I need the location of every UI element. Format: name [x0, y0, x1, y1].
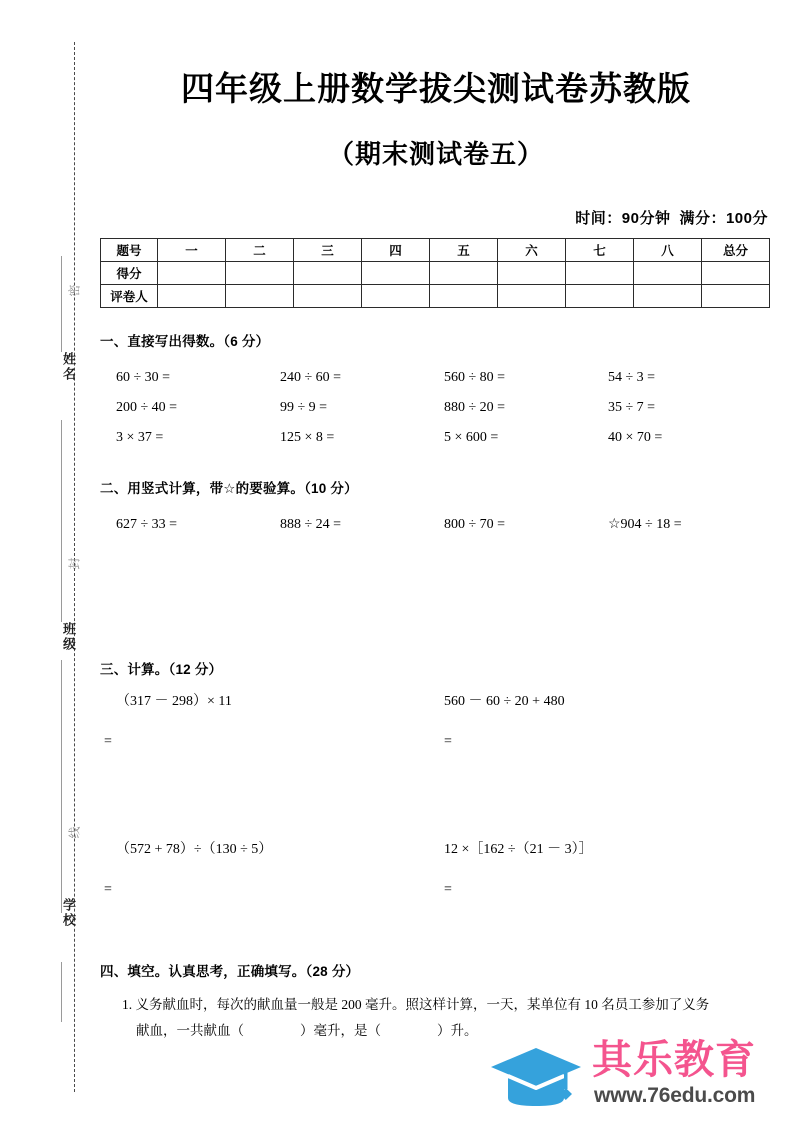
problem-item: 240 ÷ 60 = [280, 369, 342, 385]
question-1-text-c: ）升。 [437, 1022, 478, 1038]
col-header-1: 一 [158, 238, 226, 261]
problem-item: 40 × 70 = [608, 429, 663, 445]
problem-item: 35 ÷ 7 = [608, 399, 656, 415]
section-two [100, 477, 772, 540]
calc-expression: （317 － 298）× 11 [116, 693, 232, 709]
table-row-grader [101, 284, 770, 307]
exam-content [100, 0, 772, 1044]
problem-item: 560 ÷ 80 = [444, 369, 506, 385]
col-header-2: 二 [226, 238, 294, 261]
grader-cell[interactable] [430, 284, 498, 307]
score-cell[interactable] [566, 261, 634, 284]
col-header-8: 八 [634, 238, 702, 261]
problem-item: 3 × 37 = [116, 429, 164, 445]
site-logo [488, 1038, 778, 1114]
grader-cell[interactable] [498, 284, 566, 307]
score-cell[interactable] [158, 261, 226, 284]
section-two-heading: 二、用竖式计算，带☆的要验算。（10 分） [100, 480, 358, 496]
field-label-school: 学校 [61, 898, 76, 928]
grader-cell[interactable] [294, 284, 362, 307]
question-1-line-1: 1. 义务献血时，每次的献血量一般是 200 毫升。照这样计算，一天，某单位有 10 名员工参加了义务 [122, 996, 710, 1012]
question-1-text-a: 献血，一共献血（ [136, 1022, 244, 1038]
col-header-5: 五 [430, 238, 498, 261]
calc-equals: = [444, 733, 452, 749]
calc-item [104, 690, 444, 838]
table-row-question-number [101, 238, 770, 261]
calc-equals: = [104, 881, 112, 897]
calc-item [444, 690, 772, 838]
time-limit-label: 时间：90分钟 [575, 209, 671, 227]
col-header-3: 三 [294, 238, 362, 261]
section-two-problem-grid [116, 510, 772, 540]
calc-equals: = [444, 881, 452, 897]
calc-item [104, 838, 444, 986]
seal-rule [61, 420, 62, 622]
score-cell[interactable] [226, 261, 294, 284]
score-cell-total[interactable] [702, 261, 770, 284]
section-three [100, 658, 772, 986]
col-header-total: 总分 [702, 238, 770, 261]
section-one [100, 330, 772, 453]
problem-item: 99 ÷ 9 = [280, 399, 328, 415]
score-cell[interactable] [498, 261, 566, 284]
col-header-7: 七 [566, 238, 634, 261]
seal-char-mi: 密 [67, 284, 82, 297]
calc-expression: （572 + 78）÷（130 ÷ 5） [116, 841, 273, 857]
total-score-label: 满分：100分 [679, 209, 768, 227]
problem-item: 5 × 600 = [444, 429, 499, 445]
score-cell[interactable] [294, 261, 362, 284]
score-table [100, 238, 770, 308]
graduation-cap-icon [488, 1044, 584, 1117]
section-three-calc-grid [104, 690, 772, 986]
seal-char-xian: 线 [67, 826, 82, 839]
problem-item: 888 ÷ 24 = [280, 516, 342, 532]
seal-rule [61, 660, 62, 913]
section-one-problem-grid [116, 363, 772, 453]
table-row-score [101, 261, 770, 284]
seal-char-feng: 封 [67, 557, 82, 570]
logo-brand-text: 其乐教育 [592, 1038, 756, 1082]
seal-rule [61, 256, 62, 352]
section-four-heading: 四、填空。认真思考，正确填写。（28 分） [100, 963, 360, 979]
page-title: 四年级上册数学拔尖测试卷苏教版 [181, 70, 691, 107]
grader-cell-total[interactable] [702, 284, 770, 307]
problem-item: 880 ÷ 20 = [444, 399, 506, 415]
field-label-class: 班级 [61, 622, 76, 652]
section-three-heading: 三、计算。（12 分） [100, 661, 223, 677]
page-subtitle: （期末测试卷五） [327, 138, 544, 169]
row-label-score: 得分 [101, 261, 158, 284]
problem-item: 800 ÷ 70 = [444, 516, 506, 532]
grader-cell[interactable] [158, 284, 226, 307]
question-1-text-b: ）毫升，是（ [300, 1022, 381, 1038]
exam-meta [100, 207, 772, 228]
calc-equals: = [104, 733, 112, 749]
calc-expression: 560 － 60 ÷ 20 + 480 [444, 693, 565, 709]
problem-item: 125 × 8 = [280, 429, 335, 445]
problem-item: 627 ÷ 33 = [116, 516, 178, 532]
calc-expression: 12 ×［162 ÷（21 － 3）］ [444, 841, 593, 857]
problem-item-starred: ☆904 ÷ 18 = [608, 516, 682, 532]
problem-item: 200 ÷ 40 = [116, 399, 178, 415]
row-label-grader: 评卷人 [101, 284, 158, 307]
problem-item: 60 ÷ 30 = [116, 369, 171, 385]
seal-margin [0, 0, 96, 1122]
field-label-name: 姓名 [61, 352, 76, 382]
col-header-4: 四 [362, 238, 430, 261]
score-cell[interactable] [634, 261, 702, 284]
grader-cell[interactable] [226, 284, 294, 307]
score-cell[interactable] [362, 261, 430, 284]
grader-cell[interactable] [566, 284, 634, 307]
row-label-question-number: 题号 [101, 238, 158, 261]
logo-url-text: www.76edu.com [594, 1084, 756, 1107]
section-one-heading: 一、直接写出得数。（6 分） [100, 333, 270, 349]
grader-cell[interactable] [634, 284, 702, 307]
score-cell[interactable] [430, 261, 498, 284]
calc-item [444, 838, 772, 986]
col-header-6: 六 [498, 238, 566, 261]
grader-cell[interactable] [362, 284, 430, 307]
problem-item: 54 ÷ 3 = [608, 369, 656, 385]
seal-rule [61, 962, 62, 1022]
fill-in-question-1 [122, 992, 772, 1044]
